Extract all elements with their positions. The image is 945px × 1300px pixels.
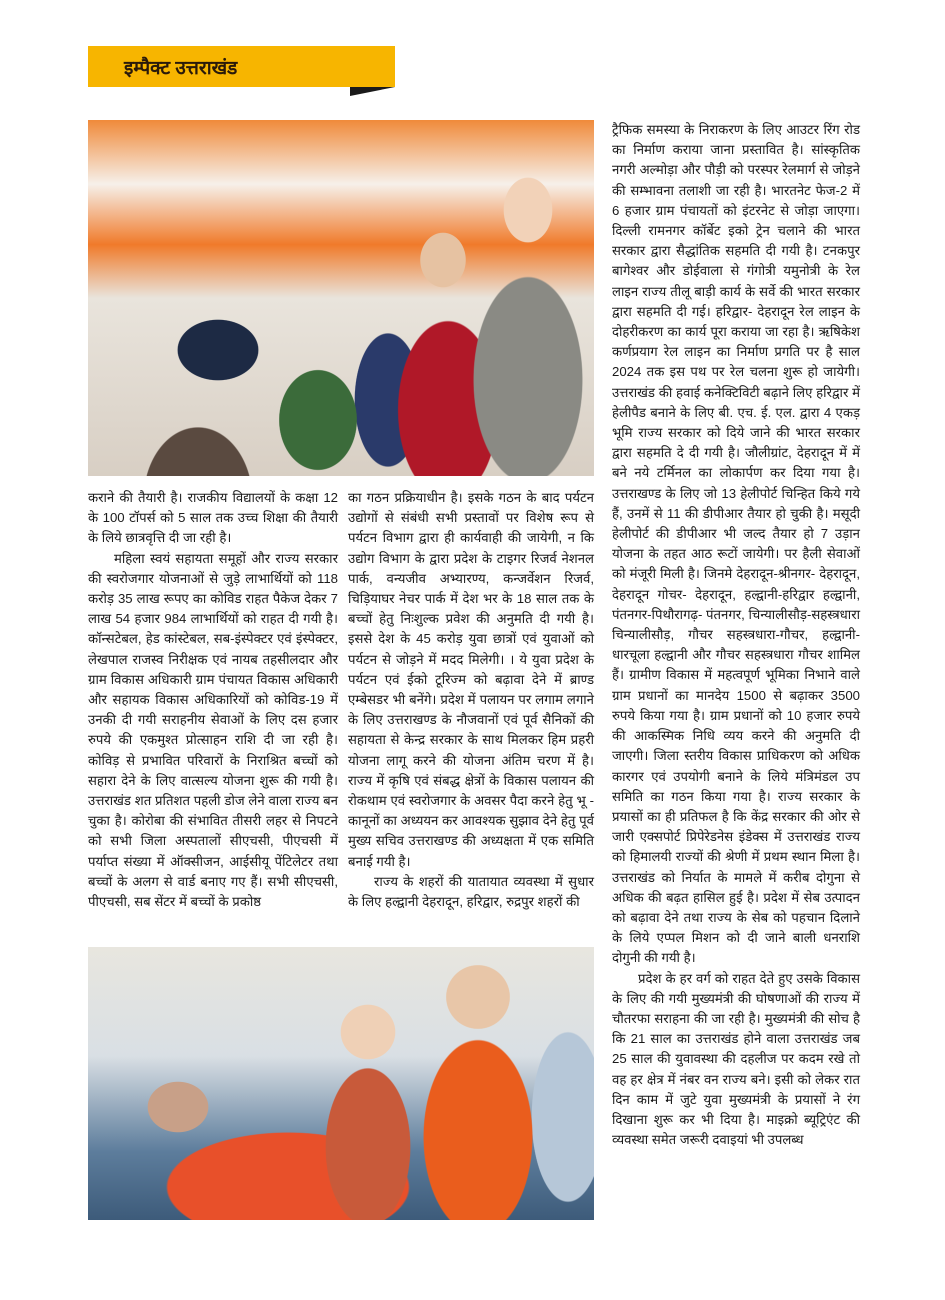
article-column-1 — [88, 488, 338, 912]
section-banner — [88, 46, 395, 87]
article-column-2 — [348, 488, 594, 912]
paragraph: कराने की तैयारी है। राजकीय विद्यालयों के कक्षा 12 के 100 टॉपर्स को 5 साल तक उच्च शिक्षा की तैयारी के लिये छात्रवृत्ति दी जा रही है। — [88, 490, 338, 546]
paragraph: ट्रैफिक समस्या के निराकरण के लिए आउटर रिंग रोड का निर्माण कराया जाना प्रस्तावित है। सांस्कृतिक नगरी अल्मोड़ा और पौड़ी को परस्पर रेलमार्ग से जोड़ने की सम्भावना तलाशी जा रही है। भारतनेट फेज-2 में 6 हजार ग्राम पंचायतों को इंटरनेट से जोड़ा जाएगा। दिल्ली रामनगर कॉर्बेट इको ट्रेन चलाने की भारत सरकार द्वारा सैद्धांतिक सहमति दी गयी है। टनकपुर बागेश्वर और डोईवाला से गंगोत्री यमुनोत्री के रेल लाइन राज्य तीलू बाड़ी कार्य के सर्वे की भारत सरकार द्वारा सहमति दी गई। हरिद्वार- देहरादून रेल लाइन के दोहरीकरण का कार्य पूरा कराया जा रहा है। ऋषिकेश कर्णप्रयाग रेल लाइन का निर्माण प्रगति पर है साल 2024 तक इस पथ पर रेल चलना शुरू हो जायेगी। उत्तराखंड की हवाई कनेक्टिविटी बढ़ाने लिए हरिद्वार में हेलीपैड बनाने के लिए बी. एच. ई. एल. द्वारा 4 एकड़ भूमि राज्य सरकार को दिये जाने की भारत सरकार द्वारा सहमति दे दी गयी है। जौलीग्रांट, देहरादून में में बने नये टर्मिनल का लोकार्पण कर दिया गया है। उत्तराखण्ड के लिए जो 13 हेलीपोर्ट चिन्हित किये गये हैं, उनमें से 11 की डीपीआर तैयार हो चुकी है। मसूदी हेलीपोर्ट की डीपीआर भी जल्द तैयार हो 7 उड़ान योजना के तहत आठ रूटों जायेगी। पर हैली सेवाओं को मंजूरी मिली है। जिनमे देहरादून-श्रीनगर- देहरादून, देहरादून गोचर- देहरादून, हल्द्वानी-हरिद्वार हल्द्वानी, पंतनगर-पिथौरागढ़- पंतनगर, चिन्यालीसौड़-सहस्त्रधारा चिन्यालीसौड़, गौचर सहस्त्रधारा-गौचर, हल्द्वानी- धारचूला हल्द्वानी और गौचर सहस्त्रधारा गौचर शामिल हैं। ग्रामीण विकास में महत्वपूर्ण भूमिका निभाने वाले ग्राम प्रधानों का मानदेय 1500 से बढ़ाकर 3500 रुपये किया गया है। ग्राम प्रधानों को 10 हजार रुपये की आकस्मिक निधि व्यय करने की अनुमति दी जाएगी। जिला स्तरीय विकास प्राधिकरण को अधिक कारगर एवं उपयोगी बनाने के लिये मंत्रिमंडल उप समिति का गठन किया गया है। राज्य सरकार के प्रयासों का ही प्रतिफल है कि केंद्र सरकार की ओर से जारी एक्सपोर्ट प्रिपेरेडनेस इंडेक्स में उत्तराखंड राज्य को हिमालयी राज्यों की श्रेणी में प्रथम स्थान मिला है। उत्तराखंड को निर्यात के मामले में करीब दोगुना से अधिक की बढ़त हासिल हुई है। प्रदेश में सेब उत्पादन को बढ़ावा देने तथा राज्य के सेब को पहचान दिलाने के लिये एप्पल मिशन को दी जाने बाली धनराशि दोगुनी की गयी है। — [612, 122, 861, 966]
paragraph: महिला स्वयं सहायता समूहों और राज्य सरकार की स्वरोजगार योजनाओं से जुड़े लाभार्थियों को 118 करोड़ 35 लाख रूपए का कोविड राहत पैकेज देकर 7 लाख 54 हजार 984 लाभार्थियों को राहत दी गयी है। कॉन्सटेबल, हेड कांस्टेबल, सब-इंस्पेक्टर एवं इंस्पेक्टर, लेखपाल राजस्व निरीक्षक एवं नायब तहसीलदार और ग्राम विकास अधिकारी ग्राम पंचायत विकास अधिकारी और सहायक विकास अधिकारियों को कोविड-19 में उनकी दी गयी सराहनीय सेवाओं के लिए दस हजार रुपये की एकमुश्त प्रोत्साहन राशि दी जा रही है। कोविड़ से प्रभावित परिवारों के निराश्रित बच्चों को सहारा देने के लिए वात्सल्य योजना शुरू की गयी है। उत्तराखंड शत प्रतिशत पहली डोज लेने वाला राज्य बन चुका है। कोरोबा की संभावित तीसरी लहर से निपटने को सभी जिला अस्पतालों सीएचसी, पीएचसी में पर्याप्त संख्या में ऑक्सीजन, आईसीयू पेंटिलेटर तथा बच्चों के अलग से वार्ड बनाए गए हैं। सभी सीएचसी, पीएचसी, सब सेंटर में बच्चों के प्रकोष्ठ — [88, 550, 338, 910]
paragraph: राज्य के शहरों की यातायात व्यवस्था में सुधार के लिए हल्द्वानी देहरादून, हरिद्वार, रुद्रपुर शहरों की — [348, 873, 594, 910]
banner-fold-decoration — [350, 87, 395, 96]
photo-hospital-visit — [88, 947, 594, 1220]
paragraph: का गठन प्रक्रियाधीन है। इसके गठन के बाद पर्यटन उद्योगों से संबंधी सभी प्रस्तावों पर विशेष रूप से पर्यटन विभाग द्वारा ही कार्यवाही की जायेगी, न कि उद्योग विभाग के द्वारा प्रदेश के टाइगर रिजर्व नेशनल पार्क, वन्यजीव अभ्यारण्य, कन्जर्वेशन रिजर्व, चिड़ियाघर नेचर पार्क में देश भर के 18 साल तक के बच्चों हेतु निःशुल्क प्रवेश की अनुमति दी गयी है। इससे देश के 45 करोड़ युवा छात्रों एवं युवाओं को पर्यटन से जोड़ने में मदद मिलेगी। । ये युवा प्रदेश के पर्यटन एवं ईको टूरिज्म को बढ़ावा देने में ब्राण्ड एम्बेसडर भी बनेंगे। प्रदेश में पलायन पर लगाम लगाने के लिए उत्तराखण्ड के नौजवानों एवं पूर्व सैनिकों की सहायता से केन्द्र सरकार के साथ मिलकर हिम प्रहरी योजना लागू करने की योजना अंतिम चरण में है। राज्य में कृषि एवं संबद्ध क्षेत्रों के विकास पलायन की रोकथाम एवं स्वरोजगार के अवसर पैदा करने हेतु भू - कानूनों का अध्ययन कर आवश्यक सुझाव देने हेतु पूर्व मुख्य सचिव उत्तराखण्ड की अध्यक्षता में एक समिति बनाई गयी है। — [348, 490, 594, 869]
photo-cheque-distribution — [88, 120, 594, 476]
article-column-3 — [612, 120, 860, 1150]
paragraph: प्रदेश के हर वर्ग को राहत देते हुए उसके विकास के लिए की गयी मुख्यमंत्री की घोषणाओं की राज्य में चौतरफा सराहना की जा रही है। मुख्यमंत्री की सोच है कि 21 साल का उत्तराखंड होने वाला उत्तराखंड जब 25 साल की युवावस्था की दहलीज पर कदम रखे तो वह हर क्षेत्र में नंबर वन राज्य बने। इसी को लेकर रात दिन काम में जुटे युवा मुख्यमंत्री के प्रयासों ने रंग दिखाना शुरू कर भी दिया है। माइक्रो ब्यूट्रिएंट की व्यवस्था समेत जरूरी दवाइयां भी उपलब्ध — [612, 970, 860, 1148]
section-title: इम्पैक्ट उत्तराखंड — [124, 58, 238, 79]
